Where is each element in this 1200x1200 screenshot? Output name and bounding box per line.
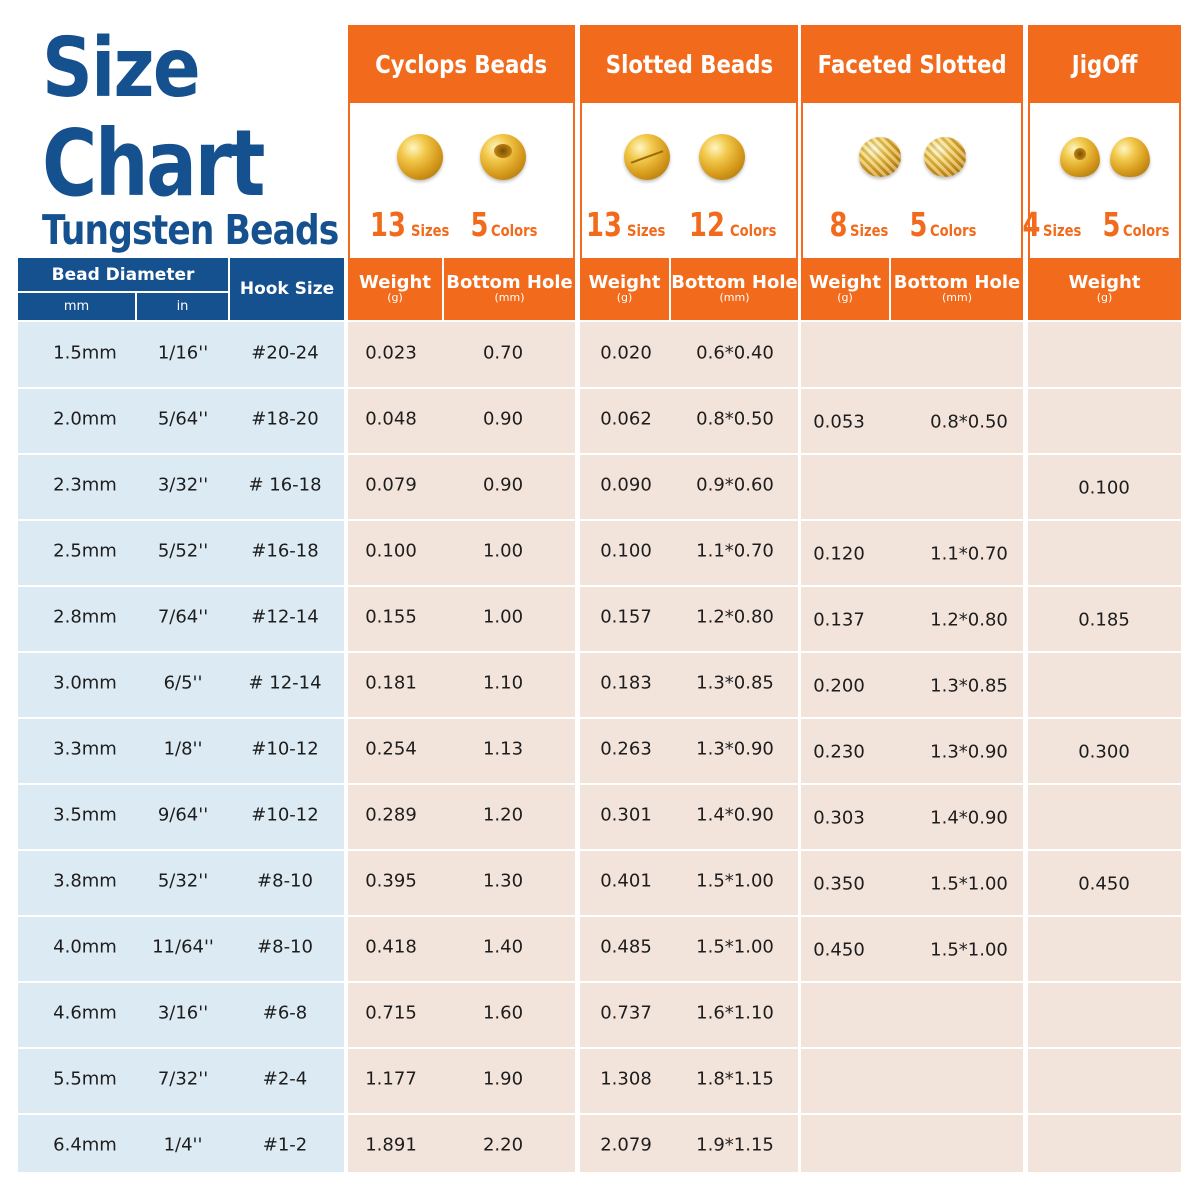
subheader-unit: (mm) [494, 291, 525, 305]
bottom-hole-cell: 0.90 [482, 474, 524, 496]
bottom-hole-cell: 0.6*0.40 [696, 342, 774, 364]
weight-cell: 0.300 [1078, 741, 1130, 763]
sizes-number: 13 [370, 205, 407, 244]
colors-number: 5 [1102, 205, 1120, 244]
in-header: in [137, 293, 228, 320]
in-cell: 5/52'' [157, 540, 209, 562]
row-divider [18, 1113, 1181, 1115]
weight-cell: 0.395 [365, 870, 417, 892]
bottom-hole-cell: 1.2*0.80 [696, 606, 774, 628]
bottom-hole-header [444, 258, 575, 320]
bottom-hole-cell: 1.10 [482, 672, 524, 694]
hook-size-cell: #16-18 [251, 540, 319, 562]
title-subtitle: Tungsten Beads [42, 206, 339, 254]
bottom-hole-cell: 0.70 [482, 342, 524, 364]
bottom-hole-cell: 1.3*0.90 [930, 741, 1008, 763]
weight-cell: 0.418 [365, 936, 417, 958]
bottom-hole-cell: 1.3*0.90 [696, 738, 774, 760]
subheader-label: Weight [1068, 271, 1141, 293]
title-chart: Chart [42, 110, 263, 217]
bottom-hole-cell: 1.13 [482, 738, 524, 760]
weight-cell: 0.301 [600, 804, 652, 826]
sizes-unit: Sizes [1042, 221, 1082, 240]
mm-cell: 2.8mm [53, 606, 117, 628]
colors-number: 5 [909, 205, 928, 244]
subheader-unit: (g) [387, 291, 403, 305]
weight-cell: 2.079 [600, 1134, 652, 1156]
hook-size-cell: #20-24 [251, 342, 319, 364]
row-divider [18, 585, 1181, 587]
bottom-hole-cell: 2.20 [482, 1134, 524, 1156]
weight-cell: 0.100 [600, 540, 652, 562]
group-title [1028, 25, 1181, 103]
row-divider [18, 717, 1181, 719]
mm-cell: 1.5mm [53, 342, 117, 364]
title-size: Size [42, 21, 199, 116]
group-title-text: Faceted Slotted [817, 49, 1007, 79]
in-cell: 3/32'' [157, 474, 209, 496]
group-counts [801, 205, 1023, 249]
weight-cell: 0.079 [365, 474, 417, 496]
group-title-text: Slotted Beads [605, 49, 773, 79]
subheader-label: Bottom Hole [446, 271, 573, 293]
group-title-text: JigOff [1071, 49, 1138, 79]
bottom-hole-cell: 1.4*0.90 [696, 804, 774, 826]
group-title [348, 25, 575, 103]
mm-cell: 6.4mm [53, 1134, 117, 1156]
weight-header [348, 258, 442, 320]
row-divider [18, 1047, 1181, 1049]
weight-cell: 0.185 [1078, 609, 1130, 631]
bottom-hole-cell: 1.6*1.10 [696, 1002, 774, 1024]
bottom-hole-cell: 1.3*0.85 [696, 672, 774, 694]
bottom-hole-cell: 1.00 [482, 606, 524, 628]
bottom-hole-cell: 1.40 [482, 936, 524, 958]
mm-cell: 3.3mm [53, 738, 117, 760]
cyclops-bead-hole-icon [480, 134, 526, 180]
bottom-hole-cell: 0.8*0.50 [696, 408, 774, 430]
in-cell: 6/5'' [163, 672, 203, 694]
in-cell: 1/8'' [163, 738, 203, 760]
in-cell: 3/16'' [157, 1002, 209, 1024]
in-cell: 1/16'' [157, 342, 209, 364]
group-counts [1022, 205, 1181, 249]
bottom-hole-cell: 1.3*0.85 [930, 675, 1008, 697]
group-title-text: Cyclops Beads [375, 49, 548, 79]
bottom-hole-cell: 1.5*1.00 [930, 873, 1008, 895]
hook-size-cell: #8-10 [257, 870, 313, 892]
subheader-label: Weight [588, 271, 661, 293]
subheader-unit: (g) [837, 291, 853, 305]
in-cell: 11/64'' [152, 936, 214, 958]
mm-cell: 3.0mm [53, 672, 117, 694]
weight-cell: 0.100 [365, 540, 417, 562]
colors-unit: Colors [1122, 221, 1169, 240]
weight-cell: 0.181 [365, 672, 417, 694]
subheader-unit: (g) [1096, 291, 1113, 305]
colors-number: 12 [689, 205, 725, 244]
bottom-hole-cell: 1.9*1.15 [696, 1134, 774, 1156]
bottom-hole-cell: 1.30 [482, 870, 524, 892]
bead-hole [494, 144, 512, 158]
weight-cell: 0.450 [813, 939, 865, 961]
in-cell: 5/64'' [157, 408, 209, 430]
hook-size-cell: # 16-18 [248, 474, 322, 496]
mm-cell: 5.5mm [53, 1068, 117, 1090]
sizes-unit: Sizes [627, 221, 666, 240]
in-cell: 7/64'' [157, 606, 209, 628]
in-cell: 9/64'' [157, 804, 209, 826]
bead-slot [631, 150, 664, 164]
subheader-unit: (mm) [941, 291, 972, 305]
group-counts [580, 205, 798, 249]
faceted-bead-side-icon [924, 137, 966, 177]
weight-cell: 0.200 [813, 675, 865, 697]
bottom-hole-cell: 1.5*1.00 [930, 939, 1008, 961]
in-cell: 5/32'' [157, 870, 209, 892]
jigoff-bead-side-icon [1110, 137, 1150, 177]
bottom-hole-cell: 1.4*0.90 [930, 807, 1008, 829]
faceted-bead-icon [859, 137, 901, 177]
weight-cell: 0.020 [600, 342, 652, 364]
mm-cell: 3.5mm [53, 804, 117, 826]
bottom-hole-header [891, 258, 1023, 320]
row-divider [18, 915, 1181, 917]
group-counts [348, 205, 575, 249]
colors-unit: Colors [930, 221, 977, 240]
subheader-label: Bottom Hole [893, 271, 1021, 293]
subheader-label: Bottom Hole [671, 271, 798, 293]
mm-cell: 4.0mm [53, 936, 117, 958]
hook-size-cell: #6-8 [262, 1002, 308, 1024]
weight-cell: 0.230 [813, 741, 865, 763]
weight-cell: 1.177 [365, 1068, 417, 1090]
bottom-hole-cell: 0.8*0.50 [930, 411, 1008, 433]
colors-number: 5 [470, 205, 489, 244]
hook-size-cell: #10-12 [251, 738, 319, 760]
weight-cell: 0.090 [600, 474, 652, 496]
row-divider [18, 783, 1181, 785]
weight-cell: 0.289 [365, 804, 417, 826]
colors-unit: Colors [729, 221, 777, 240]
weight-cell: 0.254 [365, 738, 417, 760]
weight-cell: 0.137 [813, 609, 865, 631]
bottom-hole-cell: 1.20 [482, 804, 524, 826]
sizes-number: 4 [1022, 205, 1041, 244]
weight-cell: 0.485 [600, 936, 652, 958]
weight-header [1028, 258, 1181, 320]
weight-cell: 0.715 [365, 1002, 417, 1024]
weight-cell: 0.303 [813, 807, 865, 829]
in-cell: 7/32'' [157, 1068, 209, 1090]
bead-hole [1074, 148, 1086, 160]
mm-cell: 2.3mm [53, 474, 117, 496]
weight-cell: 0.023 [365, 342, 417, 364]
row-divider [18, 981, 1181, 983]
weight-cell: 1.308 [600, 1068, 652, 1090]
bottom-hole-cell: 1.90 [482, 1068, 524, 1090]
group-title [580, 25, 798, 103]
hook-size-cell: #12-14 [251, 606, 319, 628]
weight-cell: 0.737 [600, 1002, 652, 1024]
weight-cell: 0.350 [813, 873, 865, 895]
slotted-bead-icon [624, 134, 670, 180]
bottom-hole-cell: 0.90 [482, 408, 524, 430]
sizes-number: 13 [586, 205, 623, 244]
hook-size-cell: #18-20 [251, 408, 319, 430]
weight-cell: 1.891 [365, 1134, 417, 1156]
hook-size-cell: # 12-14 [248, 672, 322, 694]
weight-cell: 0.450 [1078, 873, 1130, 895]
subheader-unit: (mm) [719, 291, 750, 305]
hook-size-cell: #8-10 [257, 936, 313, 958]
bottom-hole-cell: 1.5*1.00 [696, 936, 774, 958]
weight-cell: 0.053 [813, 411, 865, 433]
hook-size-cell: #2-4 [262, 1068, 308, 1090]
weight-cell: 0.120 [813, 543, 865, 565]
colors-unit: Colors [490, 221, 538, 240]
weight-cell: 0.048 [365, 408, 417, 430]
cyclops-bead-icon [397, 134, 443, 180]
weight-header [580, 258, 669, 320]
mm-header: mm [18, 293, 135, 320]
bottom-hole-cell: 1.1*0.70 [696, 540, 774, 562]
hook-size-header: Hook Size [230, 258, 344, 320]
weight-cell: 0.263 [600, 738, 652, 760]
bottom-hole-cell: 0.9*0.60 [696, 474, 774, 496]
subheader-label: Weight [809, 271, 881, 293]
bottom-hole-cell: 1.1*0.70 [930, 543, 1008, 565]
row-divider [18, 453, 1181, 455]
bead-diameter-header: Bead Diameter [18, 258, 228, 291]
hook-size-cell: #1-2 [262, 1134, 308, 1156]
jigoff-bead-icon [1060, 137, 1100, 177]
row-divider [18, 849, 1181, 851]
sizes-unit: Sizes [411, 221, 450, 240]
weight-cell: 0.401 [600, 870, 652, 892]
weight-cell: 0.155 [365, 606, 417, 628]
mm-cell: 4.6mm [53, 1002, 117, 1024]
hook-size-cell: #10-12 [251, 804, 319, 826]
weight-cell: 0.157 [600, 606, 652, 628]
slotted-bead-side-icon [699, 134, 745, 180]
weight-cell: 0.183 [600, 672, 652, 694]
in-cell: 1/4'' [163, 1134, 203, 1156]
weight-cell: 0.062 [600, 408, 652, 430]
mm-cell: 2.0mm [53, 408, 117, 430]
subheader-label: Weight [359, 271, 431, 293]
sizes-number: 8 [829, 205, 848, 244]
weight-cell: 0.100 [1078, 477, 1130, 499]
row-divider [18, 387, 1181, 389]
bottom-hole-cell: 1.60 [482, 1002, 524, 1024]
bottom-hole-cell: 1.5*1.00 [696, 870, 774, 892]
row-divider [18, 651, 1181, 653]
mm-cell: 2.5mm [53, 540, 117, 562]
group-title [801, 25, 1023, 103]
header-divider [18, 291, 228, 293]
bottom-hole-cell: 1.2*0.80 [930, 609, 1008, 631]
bottom-hole-cell: 1.8*1.15 [696, 1068, 774, 1090]
sizes-unit: Sizes [850, 221, 889, 240]
row-divider [18, 519, 1181, 521]
bottom-hole-header [671, 258, 798, 320]
weight-header [801, 258, 889, 320]
bottom-hole-cell: 1.00 [482, 540, 524, 562]
mm-cell: 3.8mm [53, 870, 117, 892]
subheader-unit: (g) [616, 291, 633, 305]
